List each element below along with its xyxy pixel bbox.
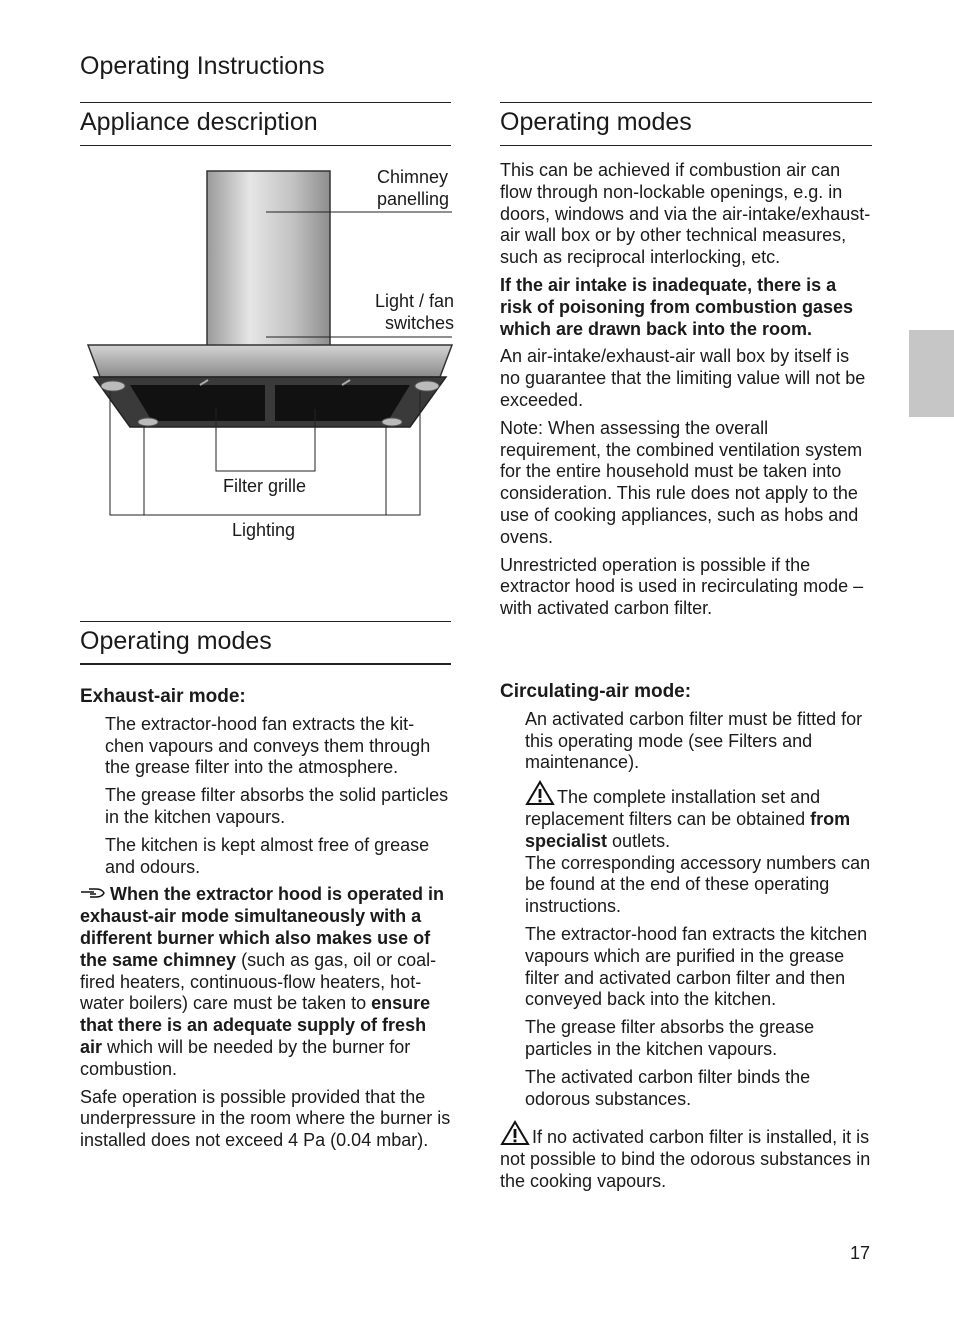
- right-column-bottom: [500, 681, 872, 1199]
- pointing-hand-icon: [80, 886, 106, 900]
- appliance-title: Appliance description: [80, 108, 318, 136]
- exhaust-paragraph: The grease filter absorbs the solid particles in the kitchen vapours.: [105, 785, 449, 827]
- section-tab: [909, 330, 954, 417]
- paragraph: Note: When assessing the overall requirement, the combined ventilation system for the entire household must be taken into consideration. This rule does not apply to the use of cooking appliances, such as hobs and ovens.: [500, 417, 863, 547]
- page-header: Operating Instructions: [80, 52, 325, 80]
- divider: [80, 621, 451, 622]
- chimney-label: Chimney panelling: [377, 167, 450, 209]
- warning-icon: [525, 780, 555, 806]
- divider: [80, 102, 451, 103]
- circulating-heading: Circulating-air mode:: [500, 681, 692, 702]
- filter-grille-label: Filter grille: [223, 476, 307, 496]
- left-modes-title: Operating modes: [80, 627, 272, 655]
- switches-label: Light / fan switches: [374, 291, 454, 333]
- divider: [80, 145, 451, 146]
- left-column: [80, 686, 452, 1158]
- carbon-filter-warning: If no activated carbon filter is installed, it is not possible to bind the odorous substances in the cooking vapours.: [500, 1120, 872, 1192]
- paragraph: Unrestricted operation is possible if the extractor hood is used in recirculating mode – with activated carbon filter.: [500, 554, 864, 619]
- divider: [80, 663, 451, 665]
- right-column-top: [500, 160, 872, 626]
- circulating-paragraph: An activated carbon filter must be fitted for this operating mode (see Filters and maintenance).: [525, 708, 863, 773]
- circulating-warning: The complete installation set and replacement filters can be obtained from specialist outlets. The corresponding accessory numbers can be found at the end of these operating instructions.: [500, 780, 872, 918]
- page-number: 17: [850, 1243, 871, 1263]
- chimney-note: When the extractor hood is operated in exhaust-air mode simultaneously with a different burner which also makes use of the same chimney (such as gas, oil or coal-fired heaters, continuous-flow heaters, hot-water boilers) care must be taken to ensure that there is an adequate supply of fresh air which will be needed by the burner for combustion.: [80, 884, 445, 1079]
- divider: [500, 145, 872, 146]
- exhaust-paragraph: The kitchen is kept almost free of grease and odours.: [105, 834, 430, 877]
- divider: [500, 102, 872, 103]
- chimney-panelling-part: [207, 171, 330, 361]
- paragraph: This can be achieved if combustion air can flow through non-lockable openings, e.g. in doors, windows and via the air-intake/exhaust-air wall box or by other technical measures, such as reciprocal interlocking, etc.: [500, 160, 871, 268]
- paragraph: An air-intake/exhaust-air wall box by itself is no guarantee that the limiting value will not be exceeded.: [500, 346, 866, 410]
- safe-operation-paragraph: Safe operation is possible provided that the underpressure in the room where the burner is installed does not exceed 4 Pa (0.04 mbar).: [80, 1086, 451, 1151]
- circulating-paragraph: The grease filter absorbs the grease particles in the kitchen vapours.: [525, 1017, 815, 1059]
- circulating-paragraph: The activated carbon filter binds the odorous substances.: [525, 1066, 811, 1109]
- exhaust-paragraph: The extractor-hood fan extracts the kit-chen vapours and conveys them through the grease filter into the atmosphere.: [105, 713, 431, 778]
- lighting-label: Lighting: [232, 520, 296, 540]
- circulating-paragraph: The extractor-hood fan extracts the kitchen vapours which are purified in the grease filter and activated carbon filter and then conveyed back into the kitchen.: [525, 923, 868, 1010]
- hood-diagram: [80, 165, 460, 525]
- right-modes-title: Operating modes: [500, 108, 692, 136]
- exhaust-heading: Exhaust-air mode:: [80, 686, 246, 707]
- warning-paragraph: If the air intake is inadequate, there is a risk of poisoning from combustion gases which are drawn back into the room.: [500, 274, 854, 339]
- warning-icon: [500, 1120, 530, 1146]
